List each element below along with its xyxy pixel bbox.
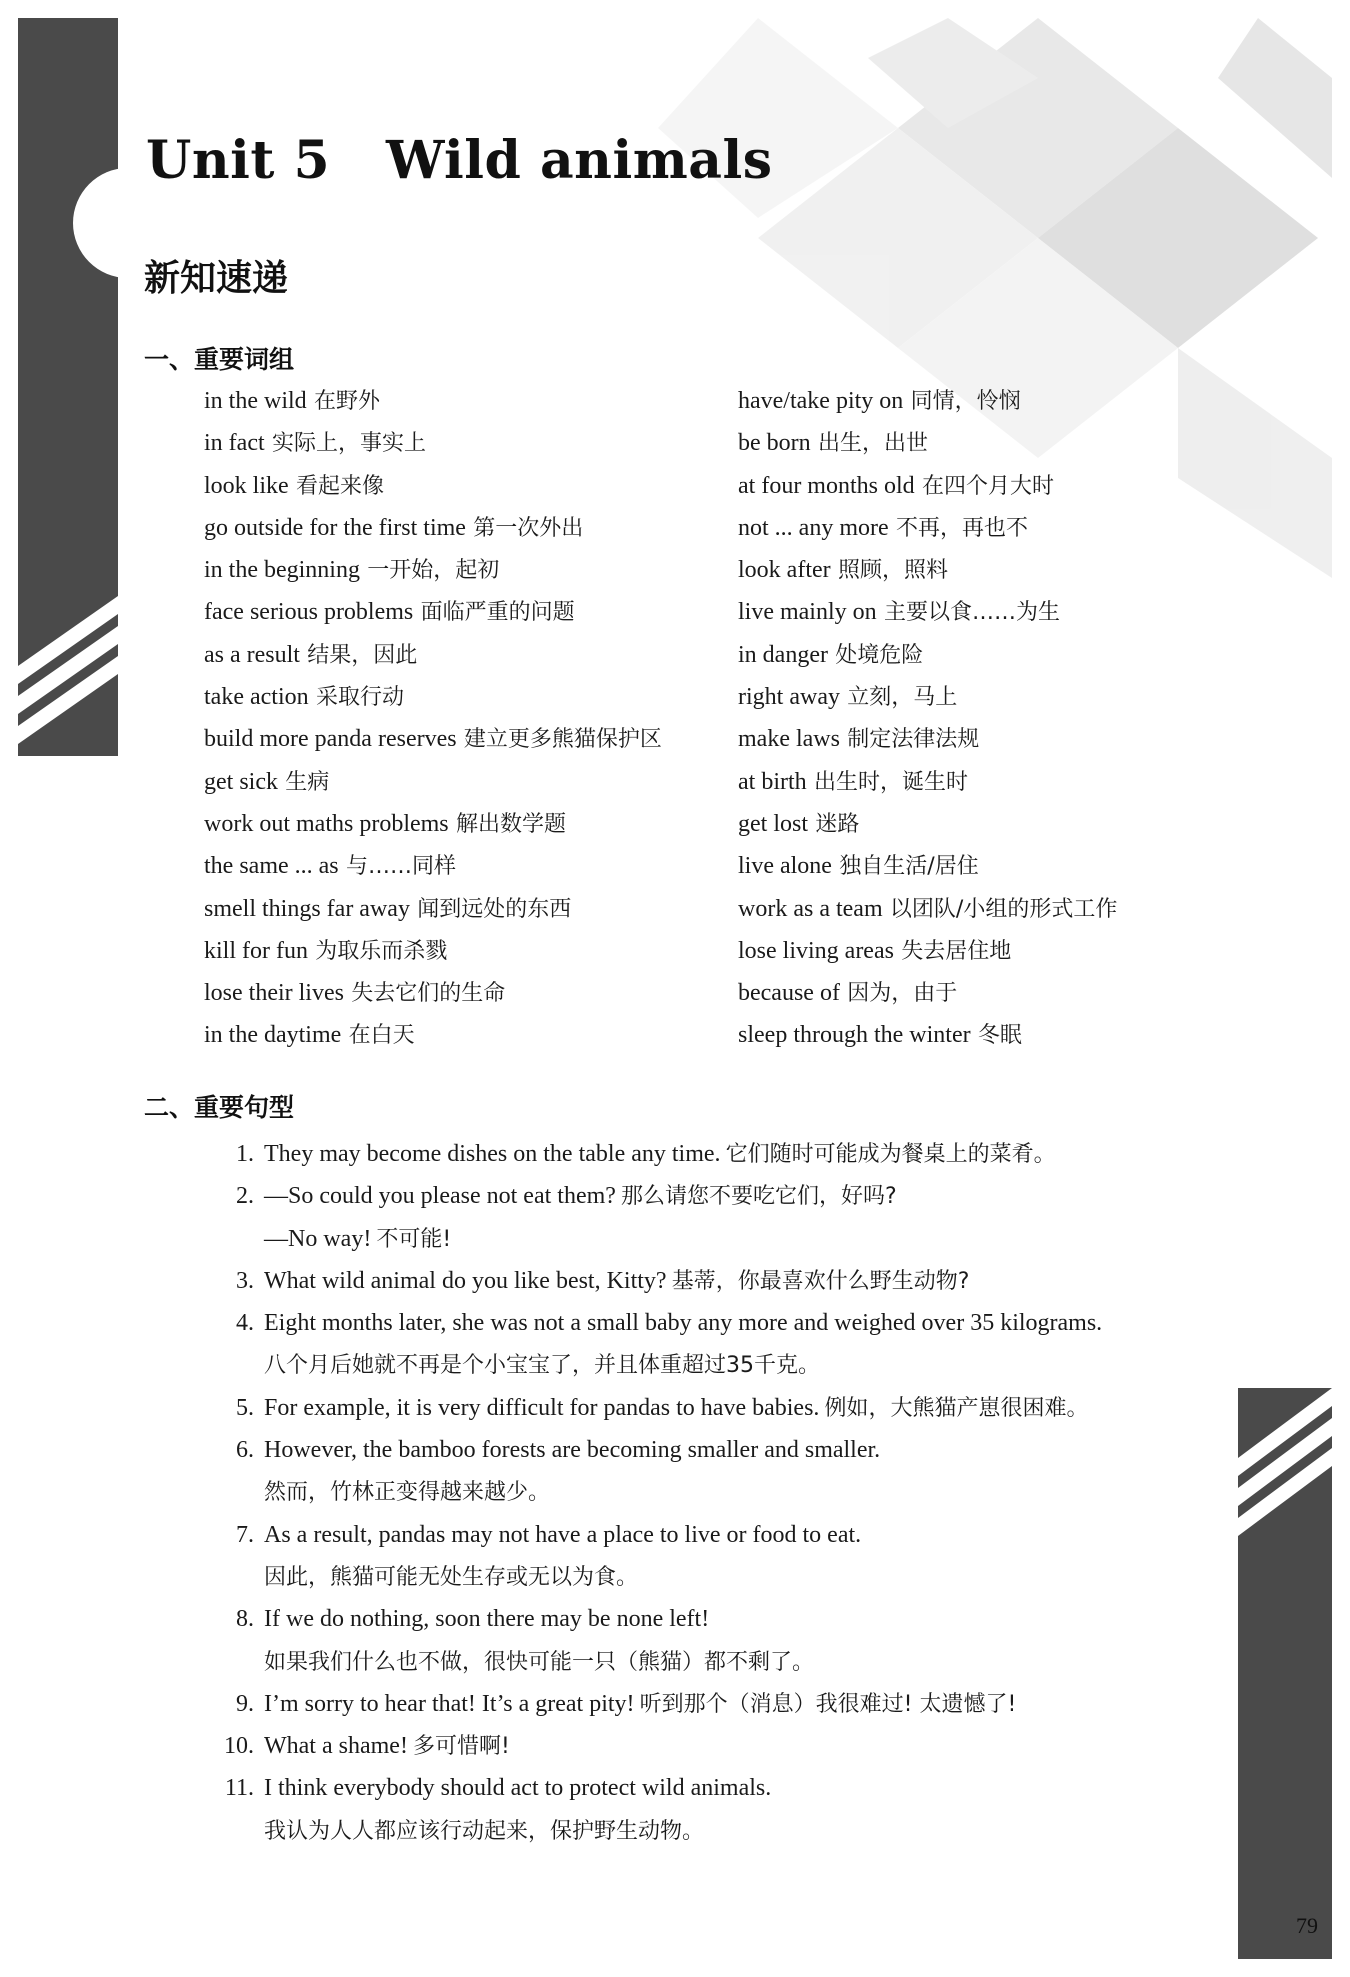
phrases-heading: 一、重要词组	[144, 345, 295, 374]
phrase-chinese: 看起来像	[295, 473, 384, 499]
sentence-text	[264, 1641, 814, 1685]
phrase-english: get lost	[738, 810, 808, 837]
phrase-english: in danger	[738, 641, 828, 668]
sentence-number: 2.	[236, 1183, 254, 1210]
stripes-decoration	[1238, 1388, 1332, 1588]
phrase-english: work out maths problems	[204, 810, 449, 837]
sentence-chinese: 我认为人人都应该行动起来，保护野生动物。	[264, 1818, 705, 1844]
sentence-chinese: 多可惜啊!	[413, 1734, 510, 1760]
sentence-english: What wild animal do you like best, Kitty?	[264, 1267, 667, 1294]
phrase-chinese: 实际上，事实上	[271, 431, 426, 457]
phrase-chinese: 因为，由于	[847, 981, 958, 1007]
sentence-number: 10.	[224, 1733, 254, 1760]
sentences-heading: 二、重要句型	[144, 1093, 295, 1122]
sentence-text	[264, 1218, 451, 1262]
phrase-item	[738, 591, 1117, 633]
phrase-english: lose living areas	[738, 937, 894, 964]
phrase-item	[738, 507, 1117, 549]
sentence-chinese: 那么请您不要吃它们，好吗?	[621, 1184, 897, 1210]
phrase-english: get sick	[204, 768, 278, 795]
phrase-chinese: 失去居住地	[901, 938, 1012, 964]
phrase-list-left	[204, 380, 662, 1057]
phrase-english: because of	[738, 980, 840, 1007]
sentence-text	[264, 1471, 550, 1515]
phrase-item	[204, 634, 662, 676]
phrase-item	[204, 465, 662, 507]
sentence-english: If we do nothing, soon there may be none left!	[264, 1606, 710, 1633]
phrase-english: take action	[204, 684, 309, 711]
phrase-item	[738, 676, 1117, 718]
phrase-chinese: 结果，因此	[307, 642, 418, 668]
sentence-text	[264, 1683, 1016, 1727]
phrase-english: in the beginning	[204, 557, 360, 584]
phrase-english: be born	[738, 430, 811, 457]
sentence-english: I’m sorry to hear that! It’s a great pity!	[264, 1690, 635, 1717]
phrase-item	[204, 591, 662, 633]
phrase-chinese: 出生时，诞生时	[813, 769, 968, 795]
phrase-english: in the daytime	[204, 1022, 342, 1049]
phrase-chinese: 第一次外出	[473, 515, 584, 541]
phrase-english: the same ... as	[204, 853, 339, 880]
phrase-chinese: 同情，怜悯	[910, 389, 1021, 414]
sentence-english: As a result, pandas may not have a place to live or food to eat.	[264, 1521, 862, 1548]
phrase-english: in fact	[204, 430, 265, 457]
phrase-english: look like	[204, 472, 289, 499]
unit-title: Unit 5 Wild animals	[146, 130, 773, 191]
sentence-text	[264, 1514, 861, 1558]
phrase-item	[738, 930, 1117, 972]
sentence-text	[264, 1810, 704, 1854]
phrase-english: at four months old	[738, 472, 915, 499]
phrase-item	[204, 422, 662, 464]
phrase-item	[738, 634, 1117, 676]
phrase-chinese: 不再，再也不	[895, 515, 1028, 541]
phrase-chinese: 面临严重的问题	[420, 600, 575, 626]
phrase-chinese: 主要以食……为生	[883, 600, 1060, 626]
phrase-english: go outside for the first time	[204, 514, 466, 541]
phrase-chinese: 失去它们的生命	[351, 981, 506, 1007]
sentence-chinese: 不可能!	[376, 1226, 452, 1252]
phrase-chinese: 冬眠	[977, 1023, 1022, 1049]
section-title: 新知速递	[144, 258, 289, 299]
phrase-chinese: 以团队/小组的形式工作	[889, 896, 1118, 922]
phrase-english: sleep through the winter	[738, 1022, 971, 1049]
sentence-number: 1.	[236, 1141, 254, 1167]
sentence-number: 8.	[236, 1606, 254, 1633]
sentence-english: However, the bamboo forests are becoming smaller and smaller.	[264, 1437, 881, 1464]
phrase-item	[738, 718, 1117, 760]
phrase-english: face serious problems	[204, 599, 414, 626]
sentence-number: 11.	[224, 1775, 254, 1802]
phrase-english: build more panda reserves	[204, 726, 457, 753]
phrase-item	[738, 803, 1117, 845]
right-decorative-bar	[1238, 1388, 1332, 1959]
page-number: 79	[1296, 1913, 1318, 1938]
sentence-number: 6.	[236, 1437, 254, 1464]
phrase-chinese: 与……同样	[345, 854, 456, 880]
phrase-chinese: 生病	[285, 769, 330, 795]
sentence-english: —So could you please not eat them?	[264, 1183, 616, 1210]
sentence-text	[264, 1302, 1102, 1346]
sentence-number: 4.	[236, 1310, 254, 1337]
sentence-number: 3.	[236, 1267, 254, 1294]
sentence-chinese: 然而，竹林正变得越来越少。	[264, 1480, 551, 1506]
sentence-english: Eight months later, she was not a small baby any more and weighed over 35 kilograms.	[264, 1310, 1103, 1337]
sentence-chinese: 基蒂，你最喜欢什么野生动物?	[671, 1268, 970, 1294]
sentence-text	[264, 1767, 771, 1811]
sentence-english: They may become dishes on the table any time.	[264, 1141, 721, 1167]
phrase-chinese: 制定法律法规	[847, 727, 980, 753]
phrase-item	[204, 549, 662, 591]
phrase-english: live mainly on	[738, 599, 877, 626]
phrase-item	[738, 549, 1117, 591]
phrase-chinese: 在野外	[313, 389, 380, 414]
phrase-chinese: 照顾，照料	[837, 558, 948, 584]
phrase-item	[738, 380, 1117, 422]
phrase-chinese: 一开始，起初	[367, 558, 500, 584]
sentence-text	[264, 1344, 820, 1388]
sentence-number: 5.	[236, 1394, 254, 1421]
sentence-number: 7.	[236, 1521, 254, 1548]
phrase-english: lose their lives	[204, 980, 344, 1007]
phrase-item	[204, 888, 662, 930]
phrase-item	[738, 972, 1117, 1014]
sentence-chinese: 听到那个（消息）我很难过! 太遗憾了!	[639, 1691, 1017, 1717]
sentence-text	[264, 1260, 969, 1304]
phrase-chinese: 出生，出世	[817, 431, 928, 457]
phrase-chinese: 在四个月大时	[921, 473, 1054, 499]
sentence-text	[264, 1133, 1056, 1177]
sentence-chinese: 例如，大熊猫产崽很困难。	[824, 1395, 1089, 1421]
phrase-english: not ... any more	[738, 514, 889, 541]
phrase-item	[738, 422, 1117, 464]
phrase-english: right away	[738, 684, 840, 711]
phrase-item	[204, 1014, 662, 1056]
textbook-page	[18, 18, 1332, 1959]
sentence-chinese: 它们随时可能成为餐桌上的菜肴。	[725, 1142, 1056, 1167]
sentence-text	[264, 1175, 897, 1219]
phrase-chinese: 独自生活/居住	[839, 854, 979, 880]
sentence-text	[264, 1387, 1089, 1431]
phrase-english: work as a team	[738, 895, 883, 922]
phrase-chinese: 解出数学题	[455, 811, 566, 837]
phrase-chinese: 处境危险	[835, 642, 924, 668]
phrase-chinese: 采取行动	[315, 685, 404, 711]
phrase-item	[204, 930, 662, 972]
phrase-item	[204, 803, 662, 845]
sentence-number: 9.	[236, 1690, 254, 1717]
phrase-item	[204, 845, 662, 887]
phrase-english: look after	[738, 557, 831, 584]
sentence-english: What a shame!	[264, 1733, 408, 1760]
phrase-item	[738, 465, 1117, 507]
phrase-english: have/take pity on	[738, 388, 904, 414]
phrase-item	[738, 761, 1117, 803]
phrase-item	[204, 676, 662, 718]
phrase-item	[738, 845, 1117, 887]
phrase-chinese: 闻到远处的东西	[417, 896, 572, 922]
phrase-item	[204, 718, 662, 760]
phrase-english: smell things far away	[204, 895, 410, 922]
phrase-chinese: 迷路	[815, 811, 860, 837]
phrase-chinese: 为取乐而杀戮	[315, 938, 448, 964]
phrase-english: in the wild	[204, 388, 307, 414]
sentence-english: —No way!	[264, 1225, 372, 1252]
phrase-english: as a result	[204, 641, 300, 668]
sentence-english: I think everybody should act to protect wild animals.	[264, 1775, 772, 1802]
stripes-decoration	[18, 556, 118, 756]
phrase-english: make laws	[738, 726, 840, 753]
sentence-chinese: 因此，熊猫可能无处生存或无以为食。	[264, 1564, 639, 1590]
phrase-chinese: 在白天	[348, 1023, 415, 1049]
phrase-item	[204, 507, 662, 549]
phrase-english: at birth	[738, 768, 807, 795]
phrase-chinese: 立刻，马上	[847, 685, 958, 711]
phrase-item	[204, 761, 662, 803]
phrase-english: kill for fun	[204, 937, 308, 964]
phrase-list-right	[738, 380, 1117, 1057]
sentence-chinese: 如果我们什么也不做，很快可能一只（熊猫）都不剩了。	[264, 1649, 815, 1675]
left-decorative-bar	[18, 18, 118, 756]
sentence-text	[264, 1598, 709, 1642]
phrase-english: live alone	[738, 853, 832, 880]
sentence-english: For example, it is very difficult for pandas to have babies.	[264, 1394, 820, 1421]
sentence-text	[264, 1556, 638, 1600]
sentence-text	[264, 1429, 880, 1473]
phrase-item	[738, 1014, 1117, 1056]
phrase-item	[204, 972, 662, 1014]
phrase-item	[204, 380, 662, 422]
phrase-chinese: 建立更多熊猫保护区	[463, 727, 662, 753]
sentence-text	[264, 1725, 510, 1769]
phrase-item	[738, 888, 1117, 930]
sentence-chinese: 八个月后她就不再是个小宝宝了，并且体重超过35千克。	[264, 1353, 820, 1379]
